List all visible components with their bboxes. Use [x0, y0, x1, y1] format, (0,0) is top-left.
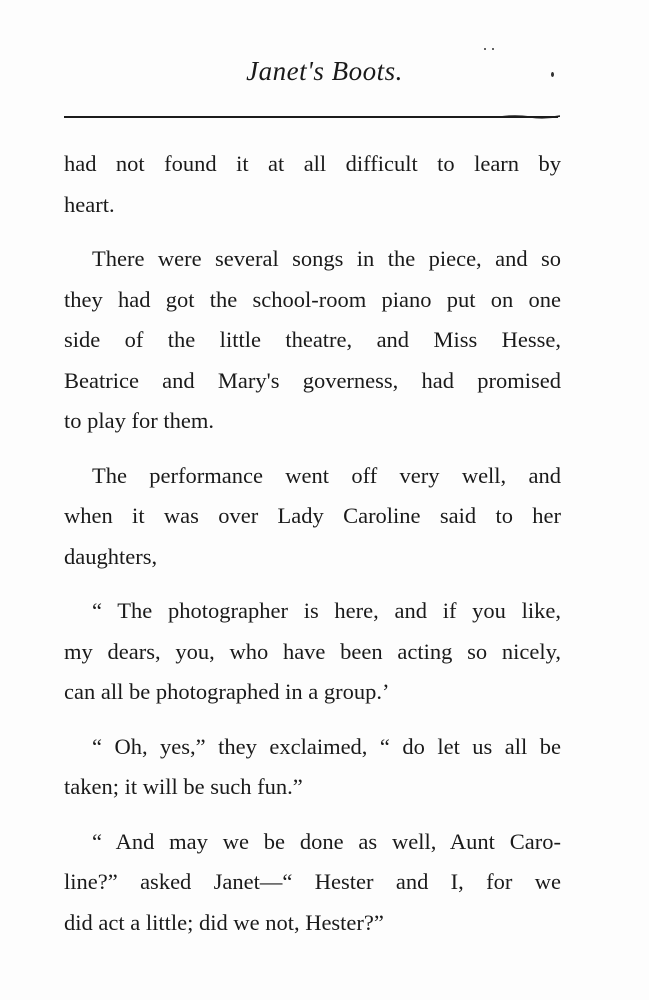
text-line: had not found it at all difficult to learn by — [64, 151, 561, 176]
text-line: they had got the school-room piano put on one — [64, 286, 561, 312]
print-speck — [551, 72, 554, 77]
paragraph-2 — [64, 239, 561, 442]
header-rule — [64, 116, 558, 118]
text-line: The performance went off very well, and — [92, 462, 561, 488]
print-speck — [484, 48, 486, 50]
paragraph-5 — [64, 727, 561, 808]
paragraph-6 — [64, 822, 561, 944]
text-line: “ The photographer is here, and if you like, — [92, 598, 561, 623]
text-line: did act a little; did we not, Hester?” — [64, 909, 384, 935]
text-line: my dears, you, who have been acting so nicely, — [64, 638, 561, 664]
text-line: can all be photographed in a group.’ — [64, 679, 390, 704]
text-line: line?” asked Janet—“ Hester and I, for we — [64, 869, 561, 894]
text-line: “ Oh, yes,” they exclaimed, “ do let us all be — [92, 733, 561, 759]
text-line: side of the little theatre, and Miss Hesse, — [64, 327, 561, 352]
text-line: to play for them. — [64, 408, 214, 433]
text-line: There were several songs in the piece, and so — [92, 246, 561, 271]
running-head: Janet's Boots. — [246, 56, 403, 86]
text-line: heart. — [64, 191, 115, 217]
body-text — [64, 144, 561, 957]
text-line: daughters, — [64, 543, 158, 569]
print-speck — [492, 48, 494, 50]
paragraph-3 — [64, 456, 561, 578]
text-line: when it was over Lady Caroline said to her — [64, 503, 561, 528]
rule-flourish — [500, 112, 560, 120]
text-line: “ And may we be done as well, Aunt Caro- — [92, 828, 561, 854]
text-line: Beatrice and Mary's governess, had promised — [64, 367, 561, 393]
paragraph-1 — [64, 144, 561, 225]
text-line: taken; it will be such fun.” — [64, 774, 303, 799]
paragraph-4 — [64, 591, 561, 713]
